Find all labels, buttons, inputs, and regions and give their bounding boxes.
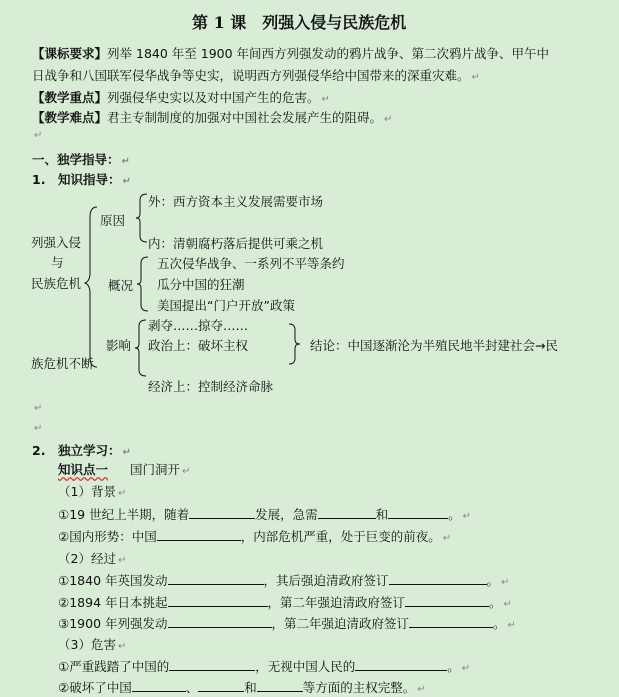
header-tag: 【教学难点】 bbox=[32, 110, 108, 125]
overview-brace bbox=[136, 255, 150, 313]
course-line-2: ②1894 年日本挑起 ，第二年强迫清政府签订 。 ↵ bbox=[58, 595, 512, 610]
section-2-heading: 2. 独立学习： ↵ bbox=[32, 443, 131, 458]
knowledge-point-1: 知识点一 国门洞开 ↵ bbox=[58, 462, 191, 477]
blank-field[interactable] bbox=[198, 680, 244, 692]
header-text: 君主专制制度的加强对中国社会发展产生的阻碍。 bbox=[107, 110, 383, 125]
harm-line-2: ②破坏了中国 、 和 等方面的主权完整。 ↵ bbox=[58, 680, 426, 695]
blank-field[interactable] bbox=[405, 595, 489, 607]
harm-line-1: ①严重践踏了中国的 ，无视中国人民的 。 ↵ bbox=[58, 659, 471, 674]
overview-item-1: 五次侵华战争、一系列不平等条约 bbox=[157, 256, 345, 271]
para-mark: ↵ bbox=[34, 403, 43, 414]
blank-field[interactable] bbox=[157, 529, 241, 541]
page-title: 第 1 课 列强入侵与民族危机 bbox=[192, 13, 407, 32]
blank-field[interactable] bbox=[169, 659, 255, 671]
blank-field[interactable] bbox=[168, 573, 264, 585]
cause-label: 原因 bbox=[100, 213, 126, 228]
blank-field[interactable] bbox=[257, 680, 303, 692]
course-line-3: ③1900 年列强发动 ，第二年强迫清政府签订 。 ↵ bbox=[58, 616, 516, 631]
header-line-1 bbox=[32, 44, 549, 62]
blank-field[interactable] bbox=[168, 595, 268, 607]
conclusion-text: 结论：中国逐渐沦为半殖民地半封建社会→民 bbox=[310, 338, 558, 353]
header-text: 列举 1840 年至 1900 年间西方列强发动的鸦片战争、第二次鸦片战争、甲午中 bbox=[107, 46, 550, 61]
course-line-1: ①1840 年英国发动 ，其后强迫清政府签订 。 ↵ bbox=[58, 573, 510, 588]
kp-title: 国门洞开 bbox=[130, 462, 181, 477]
overview-label: 概况 bbox=[108, 278, 134, 293]
impact-item-2: 政治上：破坏主权 bbox=[148, 338, 249, 353]
para-mark: ↵ bbox=[34, 423, 43, 434]
subheading-course: （2）经过 ↵ bbox=[58, 551, 127, 566]
diagram-root-line1: 列强入侵 bbox=[31, 235, 82, 250]
overview-item-3: 美国提出“门户开放”政策 bbox=[157, 298, 295, 313]
impact-brace bbox=[134, 318, 148, 378]
header-line-2: 日战争和八国联军侵华战争等史实，说明西方列强侵华给中国带来的深重灾难。 ↵ bbox=[32, 68, 480, 83]
blank-field[interactable] bbox=[389, 573, 487, 585]
header-tag: 【教学重点】 bbox=[32, 90, 108, 105]
kp-label: 知识点一 bbox=[58, 462, 109, 477]
conclusion-brace bbox=[287, 322, 301, 366]
cause-outer: 外：西方资本主义发展需要市场 bbox=[148, 194, 324, 209]
blank-field[interactable] bbox=[132, 680, 186, 692]
para-mark: ↵ bbox=[34, 130, 43, 141]
blank-field[interactable] bbox=[388, 507, 448, 519]
impact-item-3: 经济上：控制经济命脉 bbox=[148, 379, 274, 394]
cause-brace bbox=[135, 192, 149, 244]
diagram-root-line3: 民族危机 bbox=[31, 276, 82, 291]
knowledge-guide-heading: 1. 知识指导： ↵ bbox=[32, 172, 131, 187]
diagram-root-line4: 族危机不断 bbox=[31, 356, 94, 371]
blank-field[interactable] bbox=[318, 507, 376, 519]
blank-field[interactable] bbox=[409, 616, 493, 628]
header-text: 日战争和八国联军侵华战争等史实，说明西方列强侵华给中国带来的深重灾难。 bbox=[32, 68, 470, 83]
header-line-4: 【教学难点】君主专制制度的加强对中国社会发展产生的阻碍。 ↵ bbox=[32, 110, 393, 125]
header-line-3: 【教学重点】列强侵华史实以及对中国产生的危害。 ↵ bbox=[32, 90, 330, 105]
subheading-harm: （3）危害 ↵ bbox=[58, 637, 127, 652]
impact-label: 影响 bbox=[106, 338, 132, 353]
header-text: 列强侵华史实以及对中国产生的危害。 bbox=[107, 90, 320, 105]
blank-field[interactable] bbox=[189, 507, 255, 519]
impact-item-1: 剥夺……掠夺…… bbox=[148, 318, 249, 333]
blank-field[interactable] bbox=[355, 659, 447, 671]
header-tag: 【课标要求】 bbox=[32, 46, 108, 61]
main-brace bbox=[84, 205, 100, 370]
background-line-2: ②国内形势：中国 ，内部危机严重，处于巨变的前夜。 ↵ bbox=[58, 529, 452, 544]
section-1-heading: 一、独学指导： ↵ bbox=[32, 152, 130, 167]
diagram-root-line2: 与 bbox=[51, 255, 64, 270]
subheading-background: （1）背景 ↵ bbox=[58, 484, 127, 499]
background-line-1: ①19 世纪上半期，随着 发展，急需 和 。 ↵ bbox=[58, 507, 472, 522]
blank-field[interactable] bbox=[168, 616, 272, 628]
overview-item-2: 瓜分中国的狂潮 bbox=[157, 277, 245, 292]
cause-inner: 内：清朝腐朽落后提供可乘之机 bbox=[148, 236, 324, 251]
